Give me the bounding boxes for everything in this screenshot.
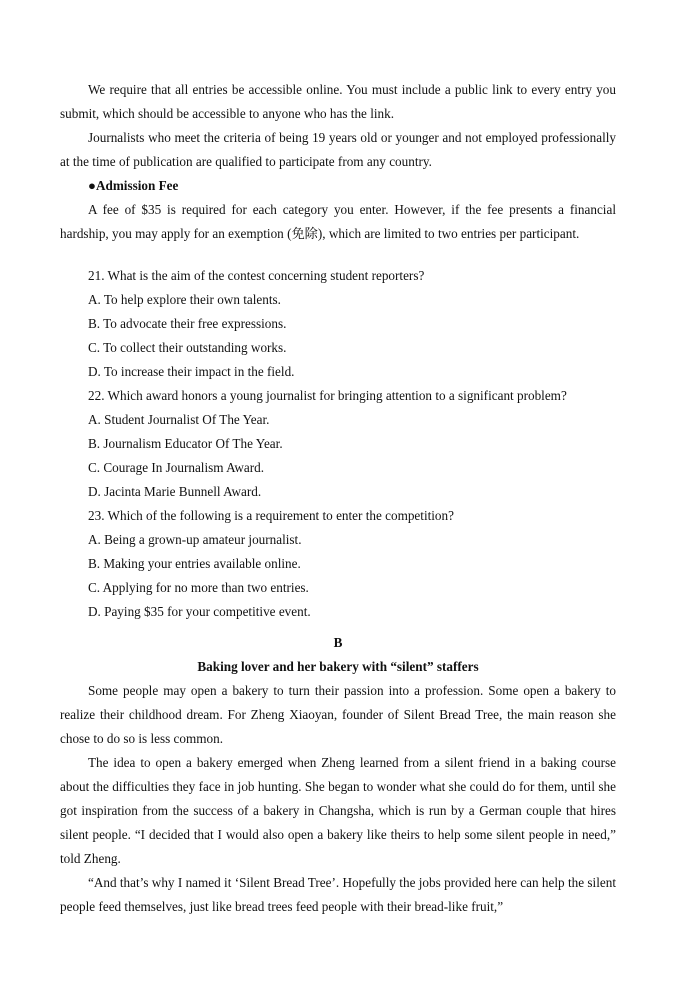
entry-requirement-paragraph: We require that all entries be accessible online. You must include a public link to every entry you submit, which should be accessible to anyone who has the link. bbox=[60, 82, 616, 121]
option-b: B. Journalism Educator Of The Year. bbox=[88, 436, 283, 451]
option-c: C. To collect their outstanding works. bbox=[88, 340, 287, 355]
option-d: D. To increase their impact in the field. bbox=[88, 364, 295, 379]
article-paragraph: Some people may open a bakery to turn their passion into a profession. Some open a bakery to realize their childhood dream. For Zheng Xiaoyan, founder of Silent Bread Tree, the main reason she chose to do so is less common. bbox=[60, 683, 616, 746]
document-page bbox=[60, 78, 616, 919]
option-b: B. To advocate their free expressions. bbox=[88, 316, 287, 331]
option-d: D. Paying $35 for your competitive event. bbox=[88, 604, 311, 619]
option-a: A. Being a grown-up amateur journalist. bbox=[88, 532, 302, 547]
eligibility-paragraph: Journalists who meet the criteria of being 19 years old or younger and not employed professionally at the time of publication are qualified to participate from any country. bbox=[60, 130, 616, 169]
option-d: D. Jacinta Marie Bunnell Award. bbox=[88, 484, 262, 499]
question-stem: 23. Which of the following is a requirement to enter the competition? bbox=[88, 508, 454, 523]
section-letter: B bbox=[333, 635, 343, 650]
article-title: Baking lover and her bakery with “silent” staffers bbox=[197, 659, 479, 674]
question-stem: 22. Which award honors a young journalist for bringing attention to a significant problem? bbox=[88, 388, 567, 403]
option-c: C. Applying for no more than two entries. bbox=[88, 580, 309, 595]
article-paragraph: The idea to open a bakery emerged when Zheng learned from a silent friend in a baking course about the difficulties they face in job hunting. She began to wonder what she could do for them, until she got inspiration from the success of a bakery in Changsha, which is run by a German couple that hires silent people. “I decided that I would also open a bakery like theirs to help some silent people in need,” told Zheng. bbox=[60, 755, 616, 866]
admission-fee-paragraph: A fee of $35 is required for each category you enter. However, if the fee presents a financial hardship, you may apply for an exemption (免除), which are limited to two entries per participant. bbox=[60, 202, 616, 241]
option-a: A. To help explore their own talents. bbox=[88, 292, 281, 307]
question-stem: 21. What is the aim of the contest concerning student reporters? bbox=[88, 268, 425, 283]
admission-fee-heading: ●Admission Fee bbox=[88, 178, 179, 193]
spacer bbox=[60, 246, 616, 264]
question-23 bbox=[60, 504, 616, 624]
article-paragraph: “And that’s why I named it ‘Silent Bread Tree’. Hopefully the jobs provided here can help the silent people feed themselves, just like bread trees feed people with their bread-like fruit,” bbox=[60, 875, 616, 914]
question-22 bbox=[60, 384, 616, 504]
question-21 bbox=[60, 264, 616, 384]
option-a: A. Student Journalist Of The Year. bbox=[88, 412, 270, 427]
option-c: C. Courage In Journalism Award. bbox=[88, 460, 265, 475]
option-b: B. Making your entries available online. bbox=[88, 556, 301, 571]
